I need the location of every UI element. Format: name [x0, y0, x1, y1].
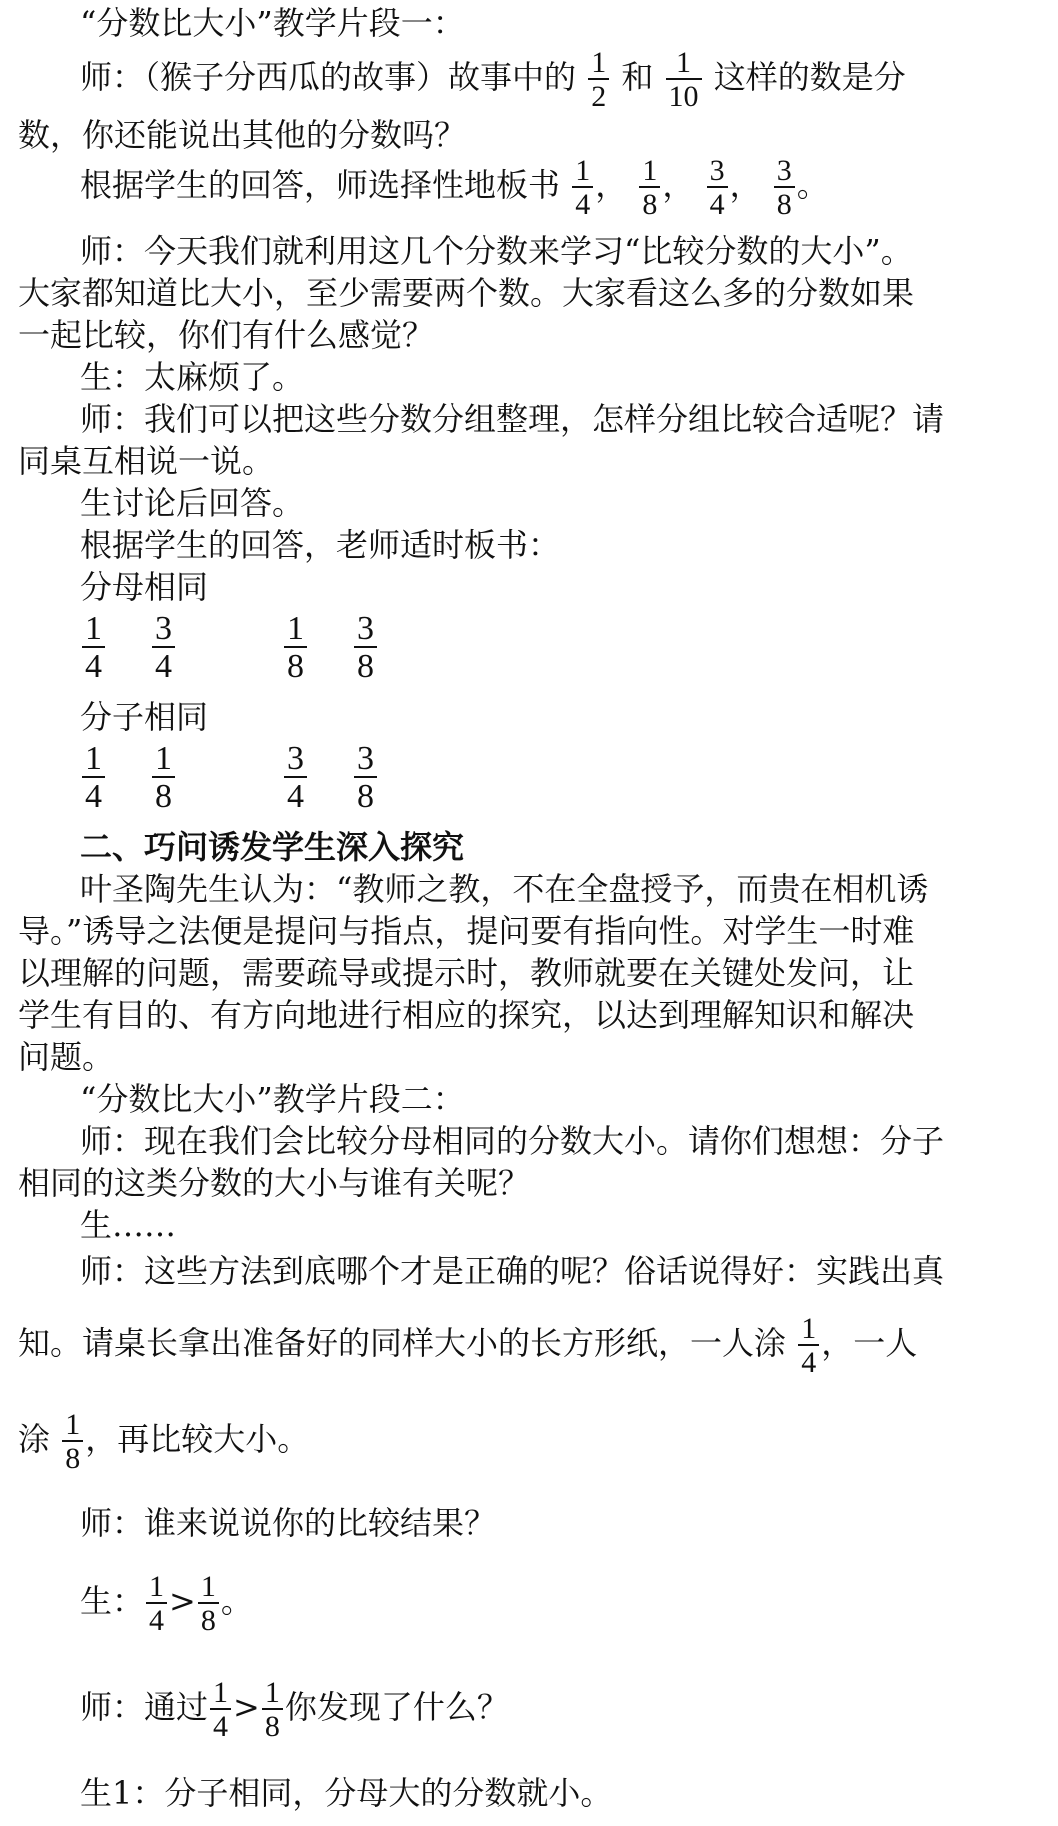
fraction-1-10 — [666, 45, 702, 111]
text-line: 以理解的问题，需要疏导或提示时，教师就要在关键处发问，让 — [18, 954, 915, 992]
text-line — [80, 1674, 1058, 1740]
fraction-1-4 — [572, 153, 593, 219]
separator: ， — [729, 166, 762, 204]
text-line: 问题。 — [18, 1038, 115, 1076]
fraction-denominator: 4 — [707, 186, 728, 219]
text-span: 师：（猴子分西瓜的故事）故事中的 — [80, 58, 577, 96]
fraction-numerator: 3 — [155, 610, 172, 647]
text-span: 你发现了什么？ — [284, 1688, 509, 1726]
fraction-denominator: 8 — [152, 776, 175, 814]
text-line: 同桌互相说一说。 — [18, 442, 275, 480]
text-span: 根据学生的回答，师选择性地板书 — [80, 166, 561, 204]
fraction-numerator: 3 — [776, 153, 792, 187]
fraction-denominator: 8 — [774, 186, 795, 219]
text-line: 生：太麻烦了。 — [80, 358, 305, 396]
text-line — [80, 1568, 1058, 1634]
fraction-numerator: 3 — [357, 610, 374, 647]
fraction-1-8 — [284, 612, 307, 684]
fraction-numerator: 3 — [709, 153, 725, 187]
fraction-denominator: 10 — [666, 78, 702, 111]
text-line: 分子相同 — [80, 698, 209, 736]
fraction-numerator: 1 — [801, 1311, 817, 1345]
fraction-numerator: 1 — [213, 1675, 229, 1709]
fraction-denominator: 8 — [62, 1440, 83, 1473]
greater-than-sign: > — [169, 1582, 196, 1620]
fraction-numerator: 3 — [287, 740, 304, 777]
fraction-denominator: 4 — [146, 1602, 167, 1635]
fraction-group-same-numerator — [80, 742, 500, 822]
fraction-numerator: 3 — [357, 740, 374, 777]
text-line: 师：谁来说说你的比较结果？ — [80, 1504, 497, 1542]
text-line: 叶圣陶先生认为：“教师之教，不在全盘授予，而贵在相机诱 — [80, 870, 929, 908]
fraction-denominator: 2 — [588, 78, 609, 111]
fraction-denominator: 4 — [152, 646, 175, 684]
text-line: 数，你还能说出其他的分数吗？ — [18, 116, 467, 154]
text-line: 根据学生的回答，老师适时板书： — [80, 526, 561, 564]
text-span: ，再比较大小。 — [85, 1420, 310, 1458]
fraction-denominator: 8 — [639, 186, 660, 219]
fraction-denominator: 8 — [198, 1602, 219, 1635]
text-line — [80, 152, 1058, 218]
fraction-numerator: 1 — [149, 1569, 165, 1603]
fraction-denominator: 4 — [798, 1344, 819, 1377]
separator: ， — [662, 166, 695, 204]
fraction-3-8 — [354, 742, 377, 814]
separator: ， — [595, 166, 628, 204]
fraction-denominator: 4 — [82, 646, 105, 684]
fraction-denominator: 8 — [354, 776, 377, 814]
text-span: 涂 — [18, 1420, 51, 1458]
text-span: 生： — [80, 1582, 145, 1620]
fraction-denominator: 8 — [284, 646, 307, 684]
fraction-1-8 — [198, 1569, 219, 1635]
fraction-3-8 — [354, 612, 377, 684]
text-span: 这样的数是分 — [713, 58, 906, 96]
text-line: 导。”诱导之法便是提问与指点，提问要有指向性。对学生一时难 — [18, 912, 915, 950]
text-line: 师：这些方法到底哪个才是正确的呢？俗话说得好：实践出真 — [80, 1252, 945, 1290]
fraction-1-8 — [639, 153, 660, 219]
fraction-numerator: 1 — [264, 1675, 280, 1709]
fraction-denominator: 4 — [572, 186, 593, 219]
fraction-1-4 — [82, 612, 105, 684]
fraction-group-same-denominator — [80, 612, 500, 692]
fraction-1-2 — [588, 45, 609, 111]
fraction-1-8 — [262, 1675, 283, 1741]
text-span: 和 — [621, 58, 654, 96]
fraction-denominator: 8 — [262, 1708, 283, 1741]
fraction-numerator: 1 — [200, 1569, 216, 1603]
text-span: 师：通过 — [80, 1688, 209, 1726]
text-line: 大家都知道比大小，至少需要两个数。大家看这么多的分数如果 — [18, 274, 915, 312]
fraction-1-4 — [798, 1311, 819, 1377]
text-line: 一起比较，你们有什么感觉？ — [18, 316, 435, 354]
text-span: 知。请桌长拿出准备好的同样大小的长方形纸，一人涂 — [18, 1324, 787, 1362]
fraction-numerator: 1 — [65, 1407, 81, 1441]
fraction-1-4 — [82, 742, 105, 814]
fraction-denominator: 4 — [284, 776, 307, 814]
greater-than-sign: > — [233, 1688, 260, 1726]
text-line: 相同的这类分数的大小与谁有关呢？ — [18, 1164, 531, 1202]
text-span: ，一人 — [821, 1324, 918, 1362]
fraction-3-4 — [707, 153, 728, 219]
fraction-numerator: 1 — [155, 740, 172, 777]
text-line — [18, 1310, 1040, 1376]
text-line: 师：我们可以把这些分数分组整理，怎样分组比较合适呢？请 — [80, 400, 945, 438]
text-line: 生1：分子相同，分母大的分数就小。 — [80, 1774, 613, 1812]
text-span: 。 — [796, 166, 829, 204]
text-line: “分数比大小”教学片段二： — [80, 1080, 465, 1118]
text-line: 师：现在我们会比较分母相同的分数大小。请你们想想：分子 — [80, 1122, 945, 1160]
fraction-numerator: 1 — [676, 45, 692, 79]
fraction-numerator: 1 — [575, 153, 591, 187]
text-line — [18, 1406, 1040, 1472]
text-line — [80, 44, 1058, 110]
fraction-3-8 — [774, 153, 795, 219]
fraction-denominator: 8 — [354, 646, 377, 684]
fraction-numerator: 1 — [85, 610, 102, 647]
fraction-numerator: 1 — [287, 610, 304, 647]
fraction-denominator: 4 — [82, 776, 105, 814]
fraction-1-8 — [62, 1407, 83, 1473]
text-line: 分母相同 — [80, 568, 209, 606]
fraction-1-4 — [210, 1675, 231, 1741]
text-line: 生…… — [80, 1206, 177, 1244]
fraction-1-8 — [152, 742, 175, 814]
fraction-3-4 — [284, 742, 307, 814]
fraction-numerator: 1 — [591, 45, 607, 79]
text-line: 生讨论后回答。 — [80, 484, 305, 522]
fraction-numerator: 1 — [642, 153, 658, 187]
fraction-3-4 — [152, 612, 175, 684]
fraction-1-4 — [146, 1569, 167, 1635]
text-line: 学生有目的、有方向地进行相应的探究，以达到理解知识和解决 — [18, 996, 915, 1034]
fraction-denominator: 4 — [210, 1708, 231, 1741]
text-span: 。 — [220, 1582, 253, 1620]
fraction-numerator: 1 — [85, 740, 102, 777]
text-line: “分数比大小”教学片段一： — [80, 4, 465, 42]
text-line: 师：今天我们就利用这几个分数来学习“比较分数的大小”。 — [80, 232, 913, 270]
section-heading: 二、巧问诱发学生深入探究 — [80, 828, 465, 866]
